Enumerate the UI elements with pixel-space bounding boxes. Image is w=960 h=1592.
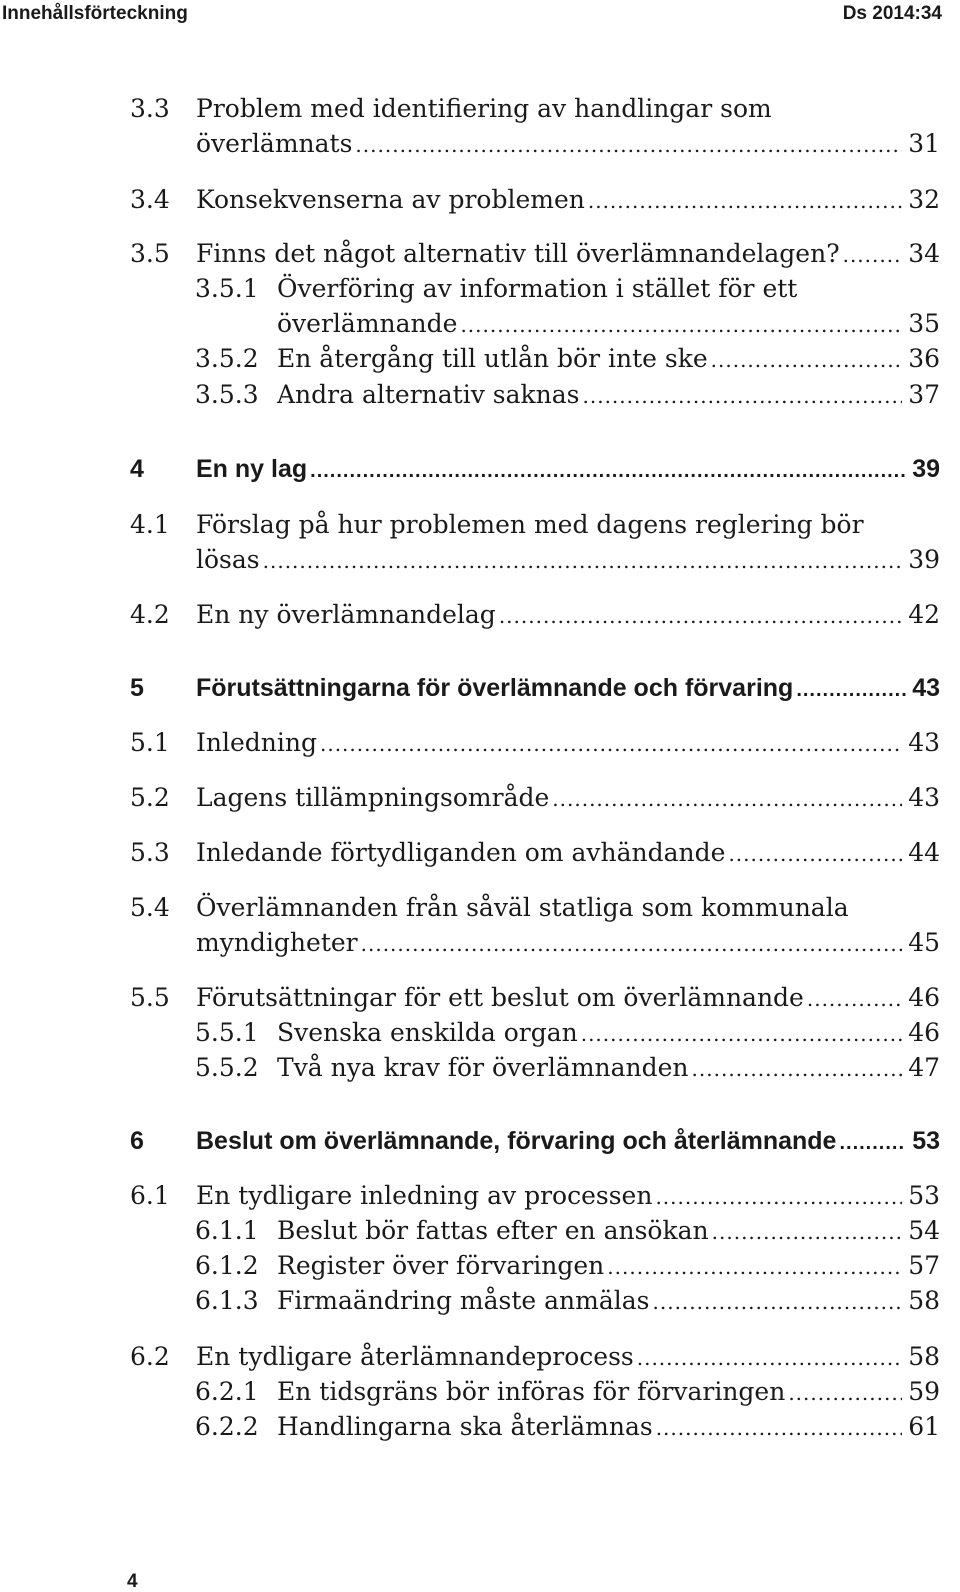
toc-number: 6.1.3 (195, 1286, 259, 1315)
toc-page: 42 (902, 597, 940, 633)
toc-leader (320, 726, 902, 762)
toc-number: 5.3 (130, 838, 170, 867)
toc-title: Beslut om överlämnande, förvaring och återlämnande (196, 1123, 839, 1159)
toc-leader (728, 836, 902, 872)
toc-title: Överföring av information i stället för ett (277, 274, 798, 303)
toc-leader (655, 1179, 902, 1215)
toc-leader (807, 981, 902, 1017)
toc-entry-5-1 (0, 725, 960, 761)
toc-title: Finns det något alternativ till överlämnandelagen? (196, 236, 843, 272)
toc-number: 3.5 (130, 239, 170, 268)
toc-entry-3-5-1-cont (0, 306, 960, 342)
toc-leader (839, 1125, 906, 1161)
toc-leader (711, 342, 903, 378)
toc-number: 5.5.2 (195, 1053, 259, 1082)
toc-entry-6-1-2 (0, 1248, 960, 1284)
toc-page: 37 (902, 377, 940, 413)
toc-title: Firmaändring måste anmälas (277, 1283, 653, 1319)
toc-title: Handlingarna ska återlämnas (277, 1409, 656, 1445)
toc-entry-3-5-2 (0, 341, 960, 377)
toc-number: 5.2 (130, 783, 170, 812)
toc-page: 54 (902, 1213, 940, 1249)
toc-entry-6-2 (0, 1339, 960, 1375)
toc-title-cont: överlämnande (277, 306, 460, 342)
toc-leader (588, 183, 902, 219)
toc-leader (796, 672, 906, 708)
toc-entry-4-1-cont (0, 542, 960, 578)
toc-leader (581, 1016, 902, 1052)
toc-title: Problem med identifiering av handlingar som (196, 94, 772, 123)
toc-number: 6.2.1 (195, 1377, 259, 1406)
toc-entry-5-2 (0, 780, 960, 816)
toc-page: 46 (902, 1015, 940, 1051)
toc-page: 57 (902, 1248, 940, 1284)
toc-entry-3-4 (0, 182, 960, 218)
toc-title: En återgång till utlån bör inte ske (277, 341, 711, 377)
toc-leader (712, 1214, 903, 1250)
toc-title-cont: myndigheter (196, 925, 361, 961)
toc-page: 47 (902, 1050, 940, 1086)
toc-page: 53 (906, 1123, 940, 1159)
toc-page: 53 (902, 1178, 940, 1214)
toc-title: En tydligare återlämnandeprocess (196, 1339, 637, 1375)
toc-title: En ny överlämnandelag (196, 597, 499, 633)
toc-page: 43 (902, 780, 940, 816)
toc-entry-3-5-1 (0, 271, 960, 307)
toc-title: En tidsgräns bör införas för förvaringen (277, 1374, 788, 1410)
toc-title: Lagens tillämpningsområde (196, 780, 552, 816)
toc-title: En tydligare inledning av processen (196, 1178, 655, 1214)
toc-number: 3.5.1 (195, 274, 259, 303)
toc-number: 3.3 (130, 94, 170, 123)
toc-number: 5.5 (130, 983, 170, 1012)
toc-number: 5.1 (130, 728, 170, 757)
toc-number: 3.5.2 (195, 344, 259, 373)
toc-page: 35 (902, 306, 940, 342)
toc-entry-5-5-2 (0, 1050, 960, 1086)
toc-page: 44 (902, 835, 940, 871)
toc-entry-3-5 (0, 236, 960, 272)
toc-number: 6.1.1 (195, 1216, 259, 1245)
toc-page: 61 (902, 1409, 940, 1445)
toc-number: 3.5.3 (195, 380, 259, 409)
toc-page: 36 (902, 341, 940, 377)
toc-title-cont: lösas (196, 542, 263, 578)
toc-leader (656, 1410, 903, 1446)
toc-leader (583, 378, 903, 414)
toc-leader (788, 1375, 902, 1411)
toc-title: Förslag på hur problemen med dagens reglering bör (196, 510, 864, 539)
toc-number: 4.1 (130, 510, 170, 539)
toc-leader (637, 1340, 902, 1376)
toc-title: Förutsättningar för ett beslut om överlämnande (196, 980, 807, 1016)
toc-chapter-6 (0, 1123, 960, 1159)
toc-title: Två nya krav för överlämnanden (277, 1050, 692, 1086)
toc-page: 39 (906, 451, 940, 487)
toc-entry-6-1-1 (0, 1213, 960, 1249)
toc-title: Konsekvenserna av problemen (196, 182, 588, 218)
document-id: Ds 2014:34 (842, 3, 942, 24)
toc-number: 5 (130, 674, 144, 702)
toc-title-cont: överlämnats (196, 126, 355, 162)
toc-page: 43 (906, 670, 940, 706)
toc-entry-6-1-3 (0, 1283, 960, 1319)
toc-page: 58 (902, 1339, 940, 1375)
toc-leader (692, 1051, 903, 1087)
toc-entry-6-1 (0, 1178, 960, 1214)
toc-leader (263, 543, 903, 579)
toc-entry-5-4 (0, 890, 960, 926)
toc-leader (607, 1249, 902, 1285)
toc-page: 58 (902, 1283, 940, 1319)
toc-leader (310, 453, 906, 489)
toc-leader (460, 307, 902, 343)
toc-number: 6.1 (130, 1181, 170, 1210)
toc-number: 4.2 (130, 600, 170, 629)
toc-title: Register över förvaringen (277, 1248, 607, 1284)
toc-entry-3-3 (0, 91, 960, 127)
section-title: Innehållsförteckning (2, 3, 188, 24)
toc-title: Svenska enskilda organ (277, 1015, 581, 1051)
page-number: 4 (127, 1571, 138, 1592)
toc-number: 6 (130, 1127, 144, 1155)
toc-entry-4-2 (0, 597, 960, 633)
toc-leader (843, 237, 903, 273)
toc-number: 3.4 (130, 185, 170, 214)
toc-number: 5.4 (130, 893, 170, 922)
toc-page: 32 (902, 182, 940, 218)
toc-page: 31 (902, 126, 940, 162)
toc-title: Andra alternativ saknas (277, 377, 583, 413)
toc-title: Förutsättningarna för överlämnande och förvaring (196, 670, 796, 706)
toc-entry-3-5-3 (0, 377, 960, 413)
toc-entry-4-1 (0, 507, 960, 543)
toc-entry-6-2-1 (0, 1374, 960, 1410)
toc-leader (361, 926, 903, 962)
toc-page: 45 (902, 925, 940, 961)
toc-title: Inledande förtydliganden om avhändande (196, 835, 728, 871)
toc-number: 6.2 (130, 1342, 170, 1371)
toc-entry-6-2-2 (0, 1409, 960, 1445)
toc-number: 6.1.2 (195, 1251, 259, 1280)
toc-title: Överlämnanden från såväl statliga som kommunala (196, 893, 849, 922)
toc-title: Inledning (196, 725, 320, 761)
toc-entry-5-3 (0, 835, 960, 871)
toc-leader (653, 1284, 903, 1320)
toc-leader (355, 127, 902, 163)
toc-leader (552, 781, 902, 817)
toc-page: 59 (902, 1374, 940, 1410)
toc-page: 46 (902, 980, 940, 1016)
toc-entry-3-3-cont (0, 126, 960, 162)
toc-entry-5-5 (0, 980, 960, 1016)
toc-number: 5.5.1 (195, 1018, 259, 1047)
toc-entry-5-5-1 (0, 1015, 960, 1051)
toc-page: 34 (902, 236, 940, 272)
toc-number: 4 (130, 455, 144, 483)
toc-page: 43 (902, 725, 940, 761)
toc-chapter-4 (0, 451, 960, 487)
toc-page: 39 (902, 542, 940, 578)
toc-chapter-5 (0, 670, 960, 706)
toc-leader (499, 598, 902, 634)
toc-entry-5-4-cont (0, 925, 960, 961)
toc-number: 6.2.2 (195, 1412, 259, 1441)
toc-title: Beslut bör fattas efter en ansökan (277, 1213, 712, 1249)
toc-title: En ny lag (196, 451, 310, 487)
